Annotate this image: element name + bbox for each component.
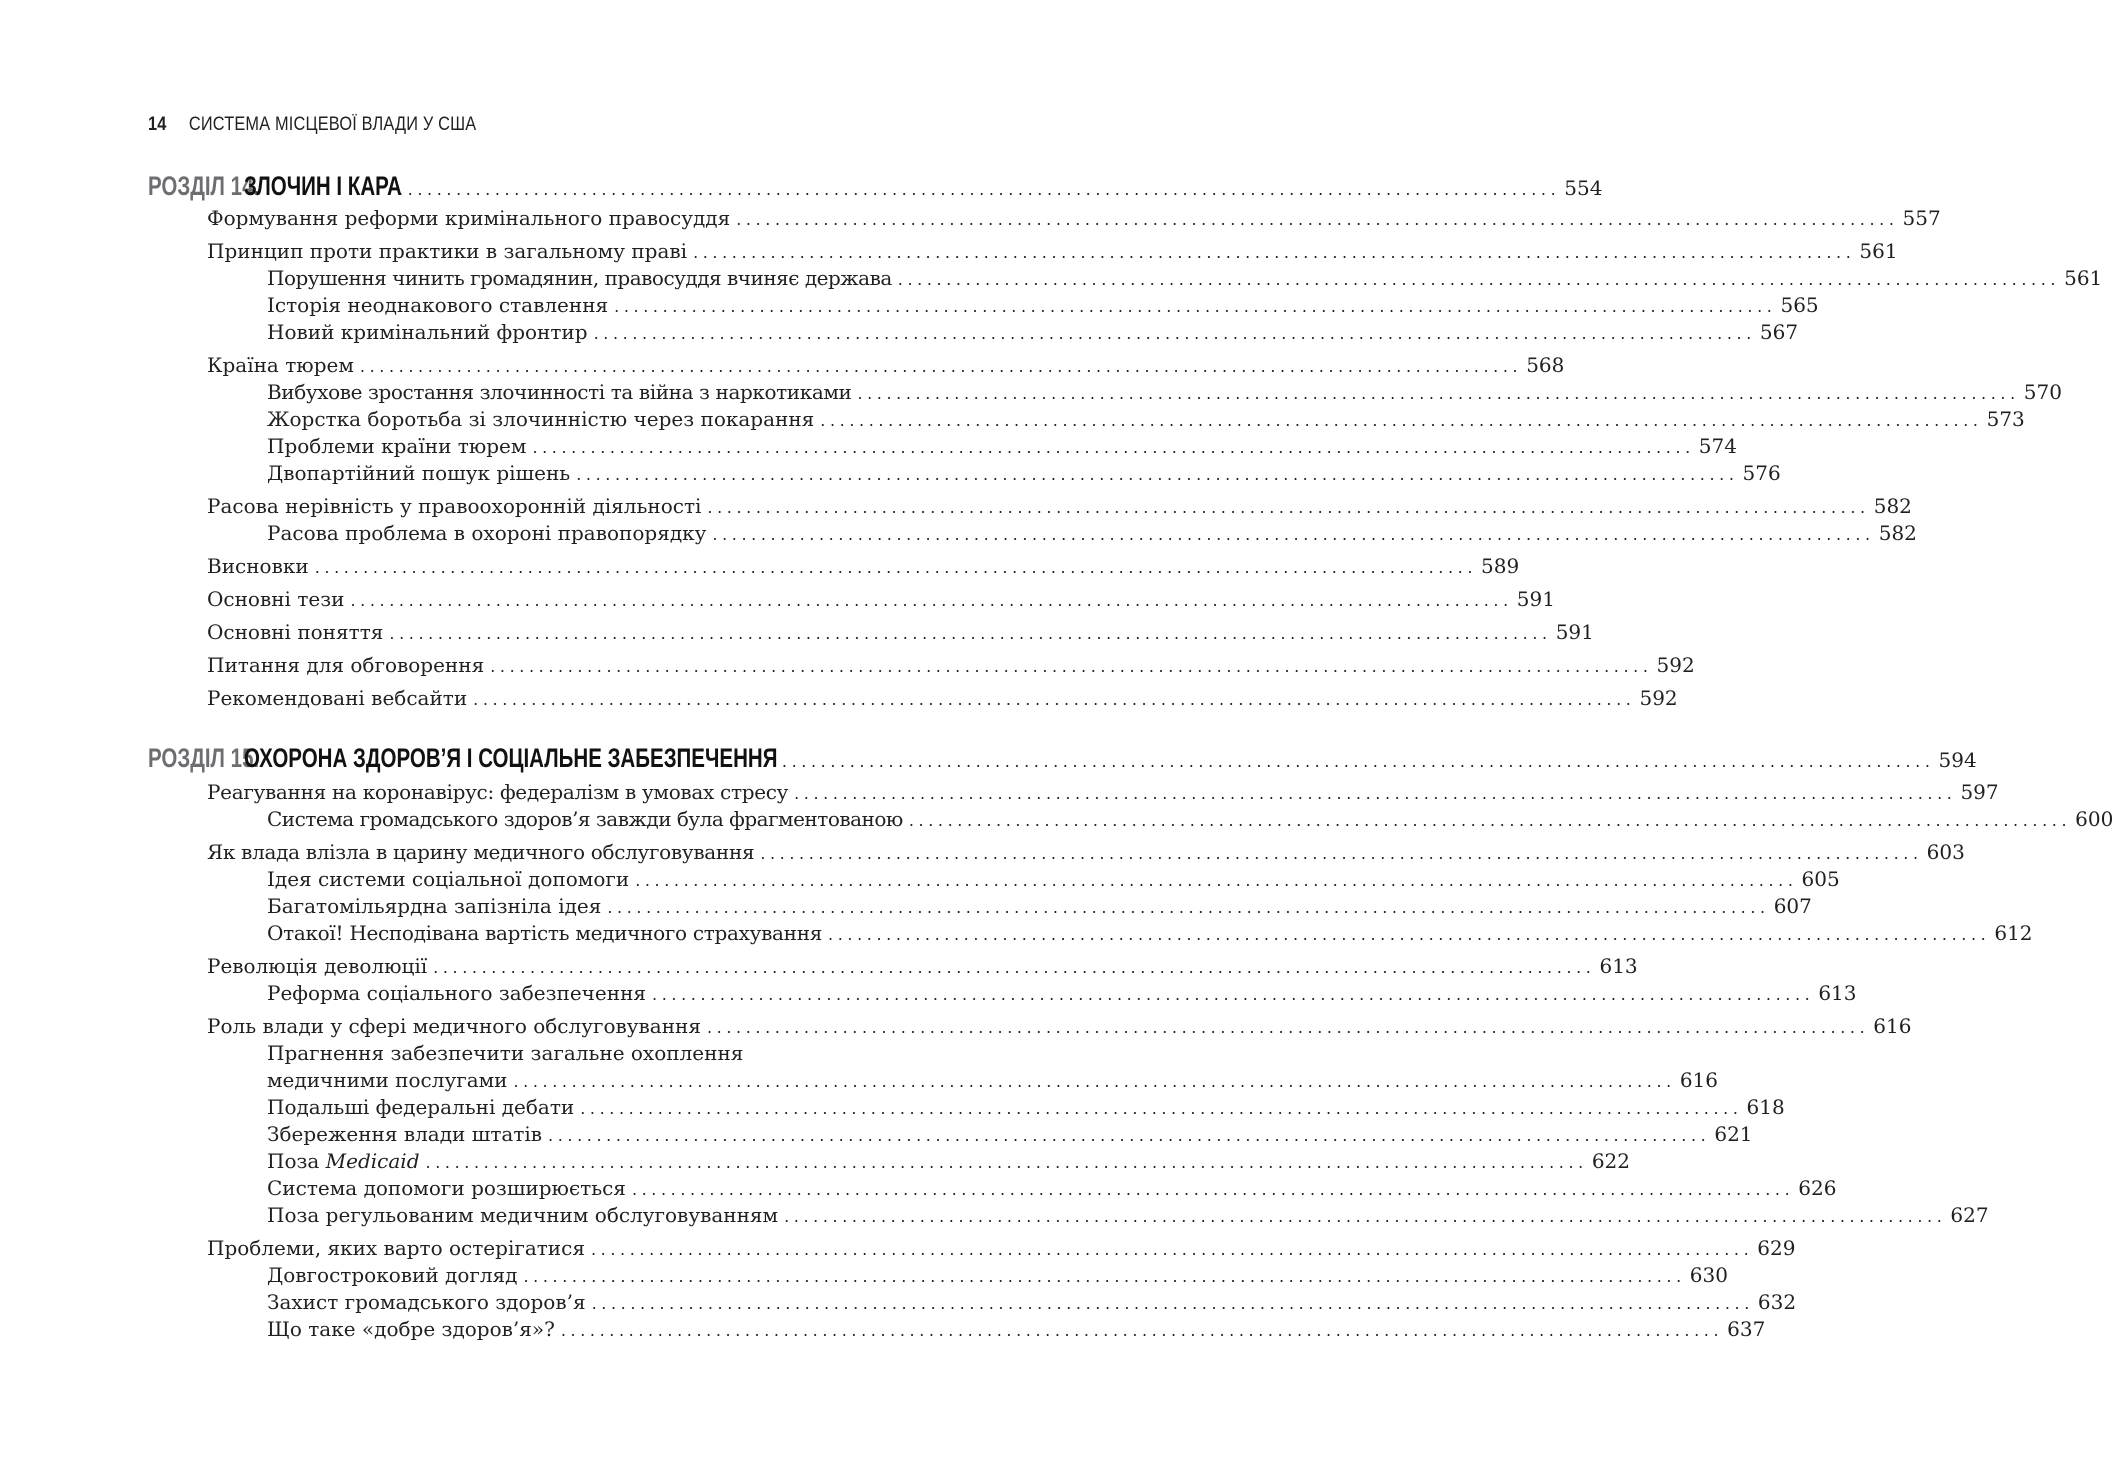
entry-page: 592	[1656, 653, 1695, 677]
entry-title	[267, 1148, 420, 1175]
dot-leader: ........................................................................................................................	[614, 297, 1777, 316]
chapter-page: 594	[1938, 748, 1977, 772]
toc-subentry[interactable]	[267, 1289, 1797, 1316]
dot-leader: ........................................................................................................................	[580, 1099, 1743, 1118]
toc-subentry[interactable]	[267, 893, 1812, 920]
toc-subentry[interactable]	[267, 460, 1781, 487]
toc-entry[interactable]	[207, 779, 1999, 806]
toc-entry[interactable]	[207, 553, 1520, 580]
toc-subentry[interactable]	[267, 319, 1799, 346]
dot-leader: ........................................................................................................................	[857, 384, 2020, 403]
dot-leader: ........................................................................................................................	[359, 357, 1523, 376]
entry-page: 568	[1526, 353, 1565, 377]
toc-subentry[interactable]	[267, 1316, 1766, 1343]
entry-page: 600	[2075, 807, 2113, 831]
entry-title: Що таке «добре здоров’я»?	[267, 1317, 555, 1341]
chapter-title: ЗЛОЧИН І КАРА	[244, 171, 403, 201]
entry-title: Ідея системи соціальної допомоги	[267, 867, 630, 891]
entry-title: Принцип проти практики в загальному праві	[207, 239, 688, 263]
entry-title: Реформа соціального забезпечення	[267, 981, 647, 1005]
toc-subentry[interactable]	[267, 406, 2025, 433]
dot-leader: ........................................................................................................................	[490, 657, 1653, 676]
toc-entry[interactable]	[207, 238, 1898, 265]
dot-leader: ........................................................................................................................	[314, 558, 1478, 577]
entry-title: Двопартійний пошук рішень	[267, 461, 571, 485]
entry-title: Порушення чинить громадянин, правосуддя вчиняє держава	[267, 266, 892, 290]
entry-page: 616	[1873, 1014, 1912, 1038]
entry-page: 616	[1679, 1068, 1718, 1092]
dot-leader: ........................................................................................................................	[389, 624, 1552, 643]
toc-entry[interactable]	[207, 1235, 1796, 1262]
entry-page: 621	[1714, 1122, 1753, 1146]
entry-title: Питання для обговорення	[207, 653, 485, 677]
entry-page: 632	[1757, 1290, 1797, 1314]
dot-leader: ........................................................................................................................	[908, 811, 2072, 830]
dot-leader: ........................................................................................................................	[433, 958, 1596, 977]
dot-leader: ........................................................................................................................	[523, 1267, 1686, 1286]
toc-subentry-line1: Прагнення забезпечити загальне охоплення	[267, 1041, 744, 1065]
entry-title: Довгостроковий догляд	[267, 1263, 518, 1287]
dot-leader: ........................................................................................................................	[828, 925, 1991, 944]
chapter-number: РОЗДІЛ 15.	[148, 743, 260, 773]
entry-title: Багатомільярдна запізніла ідея	[267, 894, 602, 918]
entry-page: 582	[1878, 521, 1917, 545]
entry-page: 603	[1926, 840, 1965, 864]
chapter-heading[interactable]	[148, 170, 1603, 202]
dot-leader: ........................................................................................................................	[794, 784, 1957, 803]
entry-page: 570	[2023, 380, 2062, 404]
toc-subentry[interactable]	[267, 520, 1917, 547]
toc-entry[interactable]	[207, 493, 1912, 520]
entry-page: 589	[1481, 554, 1520, 578]
entry-page: 576	[1742, 461, 1781, 485]
toc-subentry[interactable]	[267, 292, 1819, 319]
dot-leader: ........................................................................................................................	[706, 1018, 1870, 1037]
entry-title: Вибухове зростання злочинності та війна з наркотиками	[267, 380, 852, 404]
dot-leader: ........................................................................................................................	[576, 465, 1739, 484]
entry-title: Основні поняття	[207, 620, 384, 644]
entry-page: 591	[1516, 587, 1555, 611]
dot-leader: ........................................................................................................................	[532, 438, 1695, 457]
dot-leader: ........................................................................................................................	[473, 690, 1636, 709]
entry-page: 561	[2064, 266, 2103, 290]
dot-leader: ........................................................................................................................	[513, 1072, 1676, 1091]
dot-leader: ........................................................................................................................	[772, 752, 1935, 771]
dot-leader: ........................................................................................................................	[736, 210, 1899, 229]
entry-title: Жорстка боротьба зі злочинністю через покарання	[267, 407, 815, 431]
toc-subentry[interactable]	[267, 1121, 1753, 1148]
dot-leader: ........................................................................................................................	[693, 243, 1856, 262]
chapter-number: РОЗДІЛ 14.	[148, 171, 260, 201]
entry-title: Як влада влізла в царину медичного обслуговування	[207, 840, 755, 864]
toc-entry[interactable]	[207, 205, 1941, 232]
entry-page: 613	[1818, 981, 1857, 1005]
dot-leader: ........................................................................................................................	[631, 1180, 1795, 1199]
entry-title: медичними послугами	[267, 1068, 508, 1092]
entry-page: 561	[1859, 239, 1898, 263]
toc-entry[interactable]	[207, 586, 1555, 613]
entry-title: Рекомендовані вебсайти	[207, 686, 468, 710]
entry-title: Захист громадського здоров’я	[267, 1290, 586, 1314]
toc-subentry[interactable]	[267, 866, 1840, 893]
entry-title: Основні тези	[207, 587, 345, 611]
page-number: 14	[148, 114, 167, 135]
entry-page: 605	[1801, 867, 1840, 891]
toc-subentry[interactable]	[267, 1262, 1728, 1289]
entry-title: Проблеми, яких варто остерігатися	[207, 1236, 585, 1260]
entry-page: 582	[1873, 494, 1912, 518]
toc-subentry[interactable]	[267, 1148, 1631, 1175]
entry-title: Країна тюрем	[207, 353, 354, 377]
entry-title: Поза регульованим медичним обслуговуванням	[267, 1203, 779, 1227]
entry-page: 613	[1599, 954, 1638, 978]
entry-title-prefix: Поза	[267, 1149, 326, 1173]
toc-subentry[interactable]	[267, 806, 2113, 833]
entry-page: 574	[1698, 434, 1737, 458]
entry-title: Формування реформи кримінального правосуддя	[207, 206, 731, 230]
entry-title: Система громадського здоров’я завжди була фрагментованою	[267, 807, 903, 831]
running-title: СИСТЕМА МІСЦЕВОЇ ВЛАДИ У США	[188, 114, 477, 135]
entry-title: Расова нерівність у правоохоронній діяльності	[207, 494, 702, 518]
dot-leader: ........................................................................................................................	[820, 411, 1983, 430]
dot-leader: ........................................................................................................................	[652, 985, 1815, 1004]
entry-title: Новий кримінальний фронтир	[267, 320, 588, 344]
toc-subentry[interactable]	[267, 980, 1857, 1007]
toc-subentry[interactable]	[267, 433, 1737, 460]
chapter-title: ОХОРОНА ЗДОРОВ’Я І СОЦІАЛЬНЕ ЗАБЕЗПЕЧЕННЯ	[244, 743, 778, 773]
entry-page: 591	[1555, 620, 1594, 644]
dot-leader: ........................................................................................................................	[707, 498, 1870, 517]
entry-page: 612	[1994, 921, 2033, 945]
dot-leader: ........................................................................................................................	[593, 324, 1756, 343]
entry-page: 622	[1591, 1149, 1631, 1173]
entry-page: 626	[1798, 1176, 1837, 1200]
dot-leader: ........................................................................................................................	[635, 871, 1798, 890]
dot-leader: ........................................................................................................................	[784, 1207, 1947, 1226]
dot-leader: ........................................................................................................................	[397, 180, 1561, 199]
dot-leader: ........................................................................................................................	[897, 270, 2061, 289]
entry-page: 637	[1727, 1317, 1766, 1341]
dot-leader: ........................................................................................................................	[560, 1321, 1724, 1340]
dot-leader: ........................................................................................................................	[712, 525, 1875, 544]
toc-entry[interactable]	[207, 352, 1565, 379]
toc-subentry[interactable]	[267, 1202, 1989, 1229]
chapter-heading[interactable]	[148, 742, 1977, 774]
entry-title-italic: Medicaid	[325, 1149, 420, 1173]
dot-leader: ........................................................................................................................	[591, 1294, 1754, 1313]
toc-subentry[interactable]	[267, 1175, 1837, 1202]
entry-page: 573	[1986, 407, 2025, 431]
entry-page: 629	[1757, 1236, 1796, 1260]
chapter-page: 554	[1564, 176, 1603, 200]
toc-entry[interactable]	[207, 652, 1695, 679]
entry-page: 557	[1902, 206, 1941, 230]
toc-entry[interactable]	[207, 839, 1965, 866]
toc-subentry[interactable]	[267, 379, 2062, 406]
toc-subentry[interactable]	[267, 1094, 1785, 1121]
running-head	[148, 114, 476, 136]
entry-title: Реагування на коронавірус: федералізм в умовах стресу	[207, 780, 789, 804]
entry-title: Отакої! Несподівана вартість медичного страхування	[267, 921, 823, 945]
toc-entry[interactable]	[207, 1013, 1912, 1040]
entry-page: 592	[1639, 686, 1678, 710]
entry-page: 597	[1960, 780, 1999, 804]
toc-entry[interactable]	[207, 953, 1638, 980]
entry-page: 607	[1773, 894, 1812, 918]
entry-page: 565	[1780, 293, 1819, 317]
entry-page: 627	[1950, 1203, 1989, 1227]
dot-leader: ........................................................................................................................	[607, 898, 1770, 917]
dot-leader: ........................................................................................................................	[350, 591, 1513, 610]
entry-title: Подальші федеральні дебати	[267, 1095, 575, 1119]
toc-subentry[interactable]	[267, 265, 2103, 292]
entry-title: Історія неоднакового ставлення	[267, 293, 609, 317]
entry-page: 567	[1759, 320, 1799, 344]
entry-title: Расова проблема в охороні правопорядку	[267, 521, 707, 545]
dot-leader: ........................................................................................................................	[760, 844, 1923, 863]
entry-title: Проблеми країни тюрем	[267, 434, 527, 458]
dot-leader: ........................................................................................................................	[548, 1126, 1711, 1145]
entry-title: Система допомоги розширюється	[267, 1176, 626, 1200]
toc-subentry[interactable]	[267, 1067, 1718, 1094]
dot-leader: ........................................................................................................................	[425, 1153, 1588, 1172]
toc-subentry[interactable]	[267, 920, 2033, 947]
entry-title: Висновки	[207, 554, 309, 578]
entry-page: 618	[1746, 1095, 1785, 1119]
dot-leader: ........................................................................................................................	[590, 1240, 1754, 1259]
toc-entry[interactable]	[207, 619, 1594, 646]
entry-title: Роль влади у сфері медичного обслуговування	[207, 1014, 701, 1038]
entry-page: 630	[1689, 1263, 1728, 1287]
toc-entry[interactable]	[207, 685, 1678, 712]
entry-title: Збереження влади штатів	[267, 1122, 543, 1146]
entry-title: Революція деволюції	[207, 954, 428, 978]
